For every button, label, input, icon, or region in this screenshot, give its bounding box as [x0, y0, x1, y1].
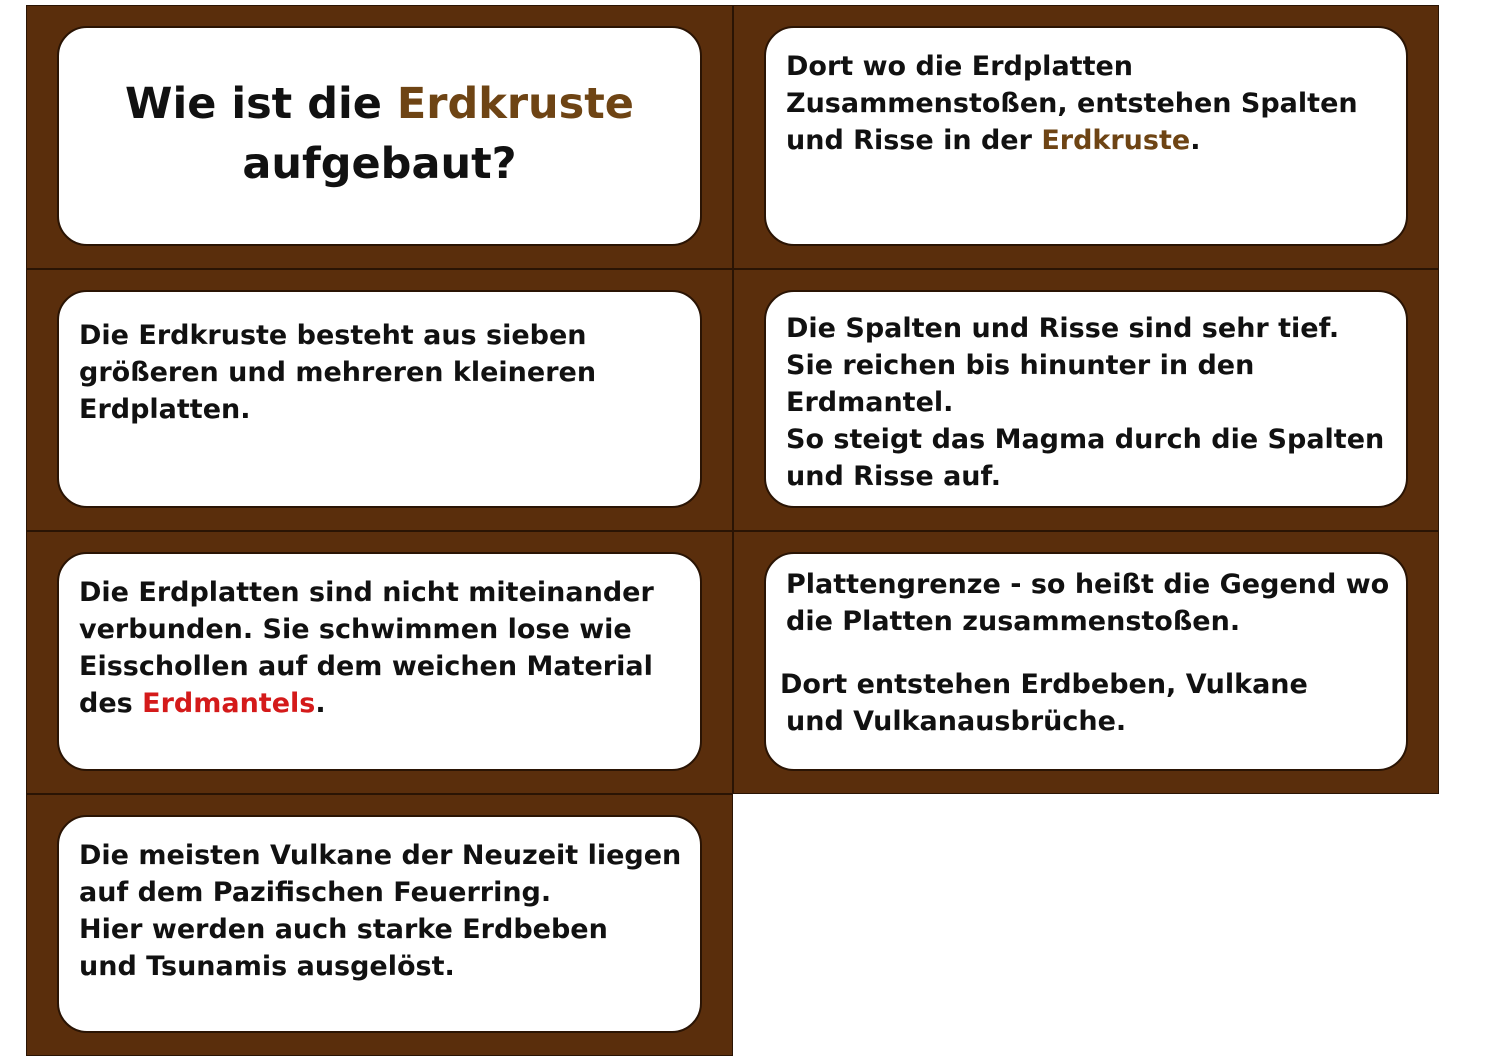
- card-answer-floating: [57, 552, 702, 771]
- text-segment: und Risse in der: [786, 125, 1042, 156]
- card-text: [786, 310, 1384, 495]
- text-line: Erdmantel.: [786, 387, 954, 418]
- text-line: So steigt das Magma durch die Spalten: [786, 424, 1385, 455]
- text-line: [79, 685, 654, 722]
- card-text: [79, 574, 654, 722]
- card-text: [786, 48, 1358, 159]
- text-line: Hier werden auch starke Erdbeben: [79, 914, 608, 945]
- text-line: Sie reichen bis hinunter in den: [786, 350, 1255, 381]
- card-frame-5: [26, 531, 733, 794]
- text-line: Die Erdkruste besteht aus sieben: [79, 320, 587, 351]
- text-line: Dort entstehen Erdbeben, Vulkane: [780, 669, 1308, 700]
- text-line: und Risse auf.: [786, 461, 1002, 492]
- text-line: Eisschollen auf dem weichen Material: [79, 651, 653, 682]
- text-line: verbunden. Sie schwimmen lose wie: [79, 614, 632, 645]
- text-line: und Tsunamis ausgelöst.: [79, 951, 455, 982]
- card-answer-collision: [764, 26, 1408, 246]
- card-title: [59, 74, 700, 194]
- title-text-after: aufgebaut?: [242, 139, 517, 189]
- card-frame-4: [733, 269, 1439, 531]
- text-line: Die meisten Vulkane der Neuzeit liegen: [79, 840, 682, 871]
- text-segment: des: [79, 688, 143, 719]
- accent-erdmantels: Erdmantels: [142, 688, 316, 719]
- title-text-before: Wie ist die: [125, 79, 397, 129]
- card-question: [57, 26, 702, 246]
- text-line: Dort wo die Erdplatten: [786, 51, 1134, 82]
- card-answer-cracks: [764, 290, 1408, 508]
- text-line: und Vulkanausbrüche.: [786, 706, 1127, 737]
- text-segment: .: [1190, 125, 1201, 156]
- text-line: Erdplatten.: [79, 394, 251, 425]
- card-answer-ring-of-fire: [57, 815, 702, 1033]
- title-accent-erdkruste: Erdkruste: [396, 79, 634, 129]
- text-segment: .: [315, 688, 326, 719]
- text-line: die Platten zusammenstoßen.: [786, 606, 1241, 637]
- text-line: Die Erdplatten sind nicht miteinander: [79, 577, 654, 608]
- card-text: [79, 317, 596, 428]
- card-answer-boundary: [764, 552, 1408, 771]
- card-frame-7: [26, 794, 733, 1056]
- text-line: größeren und mehreren kleineren: [79, 357, 597, 388]
- card-text: [786, 566, 1389, 640]
- text-line: Die Spalten und Risse sind sehr tief.: [786, 313, 1340, 344]
- text-line: Zusammenstoßen, entstehen Spalten: [786, 88, 1358, 119]
- card-text: [780, 666, 1308, 740]
- text-line: [786, 122, 1358, 159]
- card-answer-plates: [57, 290, 702, 508]
- card-frame-6: [733, 531, 1439, 794]
- text-line: Plattengrenze - so heißt die Gegend wo: [786, 569, 1390, 600]
- card-text: [79, 837, 681, 985]
- card-frame-2: [733, 5, 1439, 269]
- card-frame-3: [26, 269, 733, 531]
- text-line: auf dem Pazifischen Feuerring.: [79, 877, 552, 908]
- accent-erdkruste: Erdkruste: [1041, 125, 1191, 156]
- card-frame-1: [26, 5, 733, 269]
